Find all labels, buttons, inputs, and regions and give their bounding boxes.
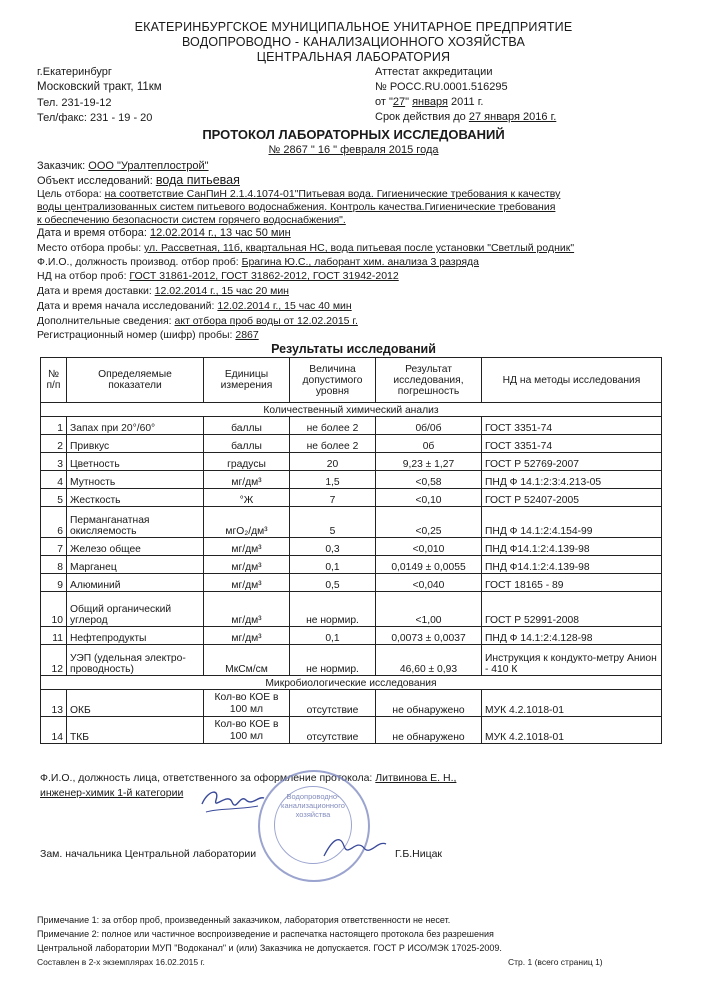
limit-value: не нормир. [290, 645, 376, 676]
responsible-position: инженер-химик 1-й категории [40, 787, 184, 799]
signature-deputy [320, 830, 390, 864]
lab-name: ЦЕНТРАЛЬНАЯ ЛАБОРАТОРИЯ [256, 50, 451, 64]
col-header-limit: Величина допустимого уровня [290, 358, 376, 403]
unit: градусы [204, 453, 290, 471]
limit-value: не более 2 [290, 417, 376, 435]
phone-fax: Тел/факс: 231 - 19 - 20 [37, 112, 153, 124]
indicator-name: Жесткость [67, 489, 204, 507]
unit: мгО₂/дм³ [204, 507, 290, 538]
table-row [41, 471, 662, 489]
col-header-method: НД на методы исследования [482, 358, 662, 403]
delivery-datetime: Дата и время доставки: 12.02.2014 г., 15 час 20 мин [37, 285, 289, 297]
indicator-name: Цветность [67, 453, 204, 471]
table-header-row [41, 358, 662, 403]
method-nd: ГОСТ 3351-74 [482, 435, 662, 453]
row-number: 1 [41, 417, 67, 435]
result-value: 0,0149 ± 0,0055 [376, 556, 482, 574]
unit: мг/дм³ [204, 574, 290, 592]
unit: мг/дм³ [204, 556, 290, 574]
indicator-name: ТКБ [67, 717, 204, 744]
sampling-purpose-line3: к обеспечению безопасности систем горячего водоснабжения". [37, 214, 346, 226]
org-name-line2: ВОДОПРОВОДНО - КАНАЛИЗАЦИОННОГО ХОЗЯЙСТВА [181, 35, 526, 49]
limit-value: 7 [290, 489, 376, 507]
method-nd: ГОСТ 3351-74 [482, 417, 662, 435]
method-nd: ПНД Ф 14.1:2:4.154-99 [482, 507, 662, 538]
result-value: <0,10 [376, 489, 482, 507]
note-3: Центральной лаборатории МУП "Водоканал" и (или) Заказчика не допускается. ГОСТ Р ИСО/МЭК 17025-2009. [37, 943, 502, 953]
note-1: Примечание 1: за отбор проб, произведенный заказчиком, лаборатория ответственности не несет. [37, 915, 451, 925]
result-value: <1,00 [376, 592, 482, 627]
copies-note: Составлен в 2-х экземплярах 16.02.2015 г. [37, 957, 205, 967]
method-nd: ПНД Ф14.1:2:4.139-98 [482, 538, 662, 556]
unit: мг/дм³ [204, 592, 290, 627]
method-nd: ГОСТ 18165 - 89 [482, 574, 662, 592]
page-number: Стр. 1 (всего страниц 1) [508, 957, 603, 967]
accreditation-label: Аттестат аккредитации [375, 66, 493, 78]
unit: баллы [204, 435, 290, 453]
row-number: 11 [41, 627, 67, 645]
table-section-row [41, 403, 662, 417]
limit-value: 0,5 [290, 574, 376, 592]
table-row [41, 627, 662, 645]
table-row [41, 453, 662, 471]
results-table-body [41, 403, 662, 744]
unit: баллы [204, 417, 290, 435]
table-row [41, 690, 662, 717]
result-value: 9,23 ± 1,27 [376, 453, 482, 471]
result-value: <0,010 [376, 538, 482, 556]
organization-stamp: Водопроводно-канализационного хозяйства [258, 770, 370, 882]
limit-value: отсутствие [290, 690, 376, 717]
protocol-number: № 2867 " 16 " февраля 2015 года [268, 144, 439, 156]
row-number: 4 [41, 471, 67, 489]
table-row [41, 538, 662, 556]
method-nd: ПНД Ф 14.1:2:4.128-98 [482, 627, 662, 645]
result-value: не обнаружено [376, 717, 482, 744]
customer: Заказчик: ООО "Уралтеплострой" [37, 160, 209, 172]
method-nd: МУК 4.2.1018-01 [482, 690, 662, 717]
table-row [41, 717, 662, 744]
method-nd: ПНД Ф 14.1:2:3:4.213-05 [482, 471, 662, 489]
signature-responsible [198, 782, 268, 822]
indicator-name: Общий органический углерод [67, 592, 204, 627]
indicator-name: Марганец [67, 556, 204, 574]
method-nd: ГОСТ Р 52769-2007 [482, 453, 662, 471]
col-header-unit: Единицы измерения [204, 358, 290, 403]
row-number: 14 [41, 717, 67, 744]
result-value: 0б [376, 435, 482, 453]
accreditation-date: от "27" января 2011 г. [375, 96, 484, 108]
row-number: 8 [41, 556, 67, 574]
accreditation-number: № РОСС.RU.0001.516295 [375, 81, 508, 93]
row-number: 12 [41, 645, 67, 676]
address: Московский тракт, 11км [37, 81, 162, 93]
result-value: <0,040 [376, 574, 482, 592]
table-row [41, 507, 662, 538]
method-nd: ГОСТ Р 52407-2005 [482, 489, 662, 507]
table-row [41, 592, 662, 627]
row-number: 2 [41, 435, 67, 453]
limit-value: 0,1 [290, 556, 376, 574]
deputy-head-name: Г.Б.Ницак [395, 848, 443, 860]
indicator-name: УЭП (удельная электро-проводность) [67, 645, 204, 676]
results-table [40, 357, 662, 744]
sampling-purpose-line1: Цель отбора: на соответствие СанПиН 2.1.4.1074-01"Питьевая вода. Гигиенические требования к качеству [37, 188, 561, 200]
indicator-name: Запах при 20°/60° [67, 417, 204, 435]
research-object: Объект исследований: вода питьевая [37, 173, 240, 187]
additional-info: Дополнительные сведения: акт отбора проб воды от 12.02.2015 г. [37, 315, 358, 327]
limit-value: 5 [290, 507, 376, 538]
sampling-datetime: Дата и время отбора: 12.02.2014 г., 13 час 50 мин [37, 227, 291, 239]
limit-value: 0,1 [290, 627, 376, 645]
method-nd: Инструкция к кондукто-метру Анион - 410 К [482, 645, 662, 676]
limit-value: не нормир. [290, 592, 376, 627]
indicator-name: Нефтепродукты [67, 627, 204, 645]
note-2: Примечание 2: полное или частичное воспроизведение и распечатка настоящего протокола без разрешения [37, 929, 494, 939]
result-value: <0,58 [376, 471, 482, 489]
limit-value: отсутствие [290, 717, 376, 744]
indicator-name: Алюминий [67, 574, 204, 592]
unit: мг/дм³ [204, 471, 290, 489]
indicator-name: Перманганатная окисляемость [67, 507, 204, 538]
phone: Тел. 231-19-12 [37, 97, 112, 109]
method-nd: ПНД Ф14.1:2:4.139-98 [482, 556, 662, 574]
accreditation-validity: Срок действия до 27 января 2016 г. [375, 111, 557, 123]
registration-number: Регистрационный номер (шифр) пробы: 2867 [37, 329, 259, 341]
row-number: 10 [41, 592, 67, 627]
responsible-person: Ф.И.О., должность лица, ответственного за оформление протокола: Литвинова Е. Н., [40, 772, 457, 784]
org-name-line1: ЕКАТЕРИНБУРГСКОЕ МУНИЦИПАЛЬНОЕ УНИТАРНОЕ ПРЕДПРИЯТИЕ [134, 20, 573, 34]
table-row [41, 435, 662, 453]
col-header-indicator: Определяемые показатели [67, 358, 204, 403]
row-number: 7 [41, 538, 67, 556]
result-value: <0,25 [376, 507, 482, 538]
limit-value: 1,5 [290, 471, 376, 489]
results-title: Результаты исследований [271, 342, 436, 356]
city: г.Екатеринбург [37, 66, 112, 78]
table-row [41, 417, 662, 435]
sampling-purpose-line2: воды централизованных систем питьевого водоснабжения. Контроль качества.Гигиенические требования [37, 201, 556, 213]
section-title: Микробиологические исследования [41, 676, 662, 690]
unit: °Ж [204, 489, 290, 507]
method-nd: МУК 4.2.1018-01 [482, 717, 662, 744]
table-row [41, 574, 662, 592]
sampler: Ф.И.О., должность производ. отбор проб: Брагина Ю.С., лаборант хим. анализа 3 разряда [37, 256, 479, 268]
table-row [41, 645, 662, 676]
result-value: 46,60 ± 0,93 [376, 645, 482, 676]
indicator-name: ОКБ [67, 690, 204, 717]
document-title: ПРОТОКОЛ ЛАБОРАТОРНЫХ ИССЛЕДОВАНИЙ [202, 127, 505, 142]
col-header-number: № п/п [41, 358, 67, 403]
table-row [41, 489, 662, 507]
method-nd: ГОСТ Р 52991-2008 [482, 592, 662, 627]
deputy-head-title: Зам. начальника Центральной лаборатории [40, 848, 257, 860]
row-number: 3 [41, 453, 67, 471]
result-value: 0,0073 ± 0,0037 [376, 627, 482, 645]
col-header-result: Результат исследования, погрешность [376, 358, 482, 403]
indicator-name: Привкус [67, 435, 204, 453]
sampling-nd: НД на отбор проб: ГОСТ 31861-2012, ГОСТ 31862-2012, ГОСТ 31942-2012 [37, 270, 399, 282]
limit-value: 20 [290, 453, 376, 471]
indicator-name: Железо общее [67, 538, 204, 556]
table-section-row [41, 676, 662, 690]
result-value: не обнаружено [376, 690, 482, 717]
research-start: Дата и время начала исследований: 12.02.2014 г., 15 час 40 мин [37, 300, 352, 312]
unit: мг/дм³ [204, 538, 290, 556]
limit-value: не более 2 [290, 435, 376, 453]
row-number: 6 [41, 507, 67, 538]
sampling-place: Место отбора пробы: ул. Рассветная, 11б, квартальная НС, вода питьевая после установки "Светлый родник" [37, 242, 575, 254]
unit: мг/дм³ [204, 627, 290, 645]
table-row [41, 556, 662, 574]
row-number: 9 [41, 574, 67, 592]
limit-value: 0,3 [290, 538, 376, 556]
indicator-name: Мутность [67, 471, 204, 489]
row-number: 13 [41, 690, 67, 717]
result-value: 0б/0б [376, 417, 482, 435]
unit: Кол-во КОЕ в 100 мл [204, 717, 290, 744]
unit: МкСм/см [204, 645, 290, 676]
section-title: Количественный химический анализ [41, 403, 662, 417]
row-number: 5 [41, 489, 67, 507]
unit: Кол-во КОЕ в 100 мл [204, 690, 290, 717]
